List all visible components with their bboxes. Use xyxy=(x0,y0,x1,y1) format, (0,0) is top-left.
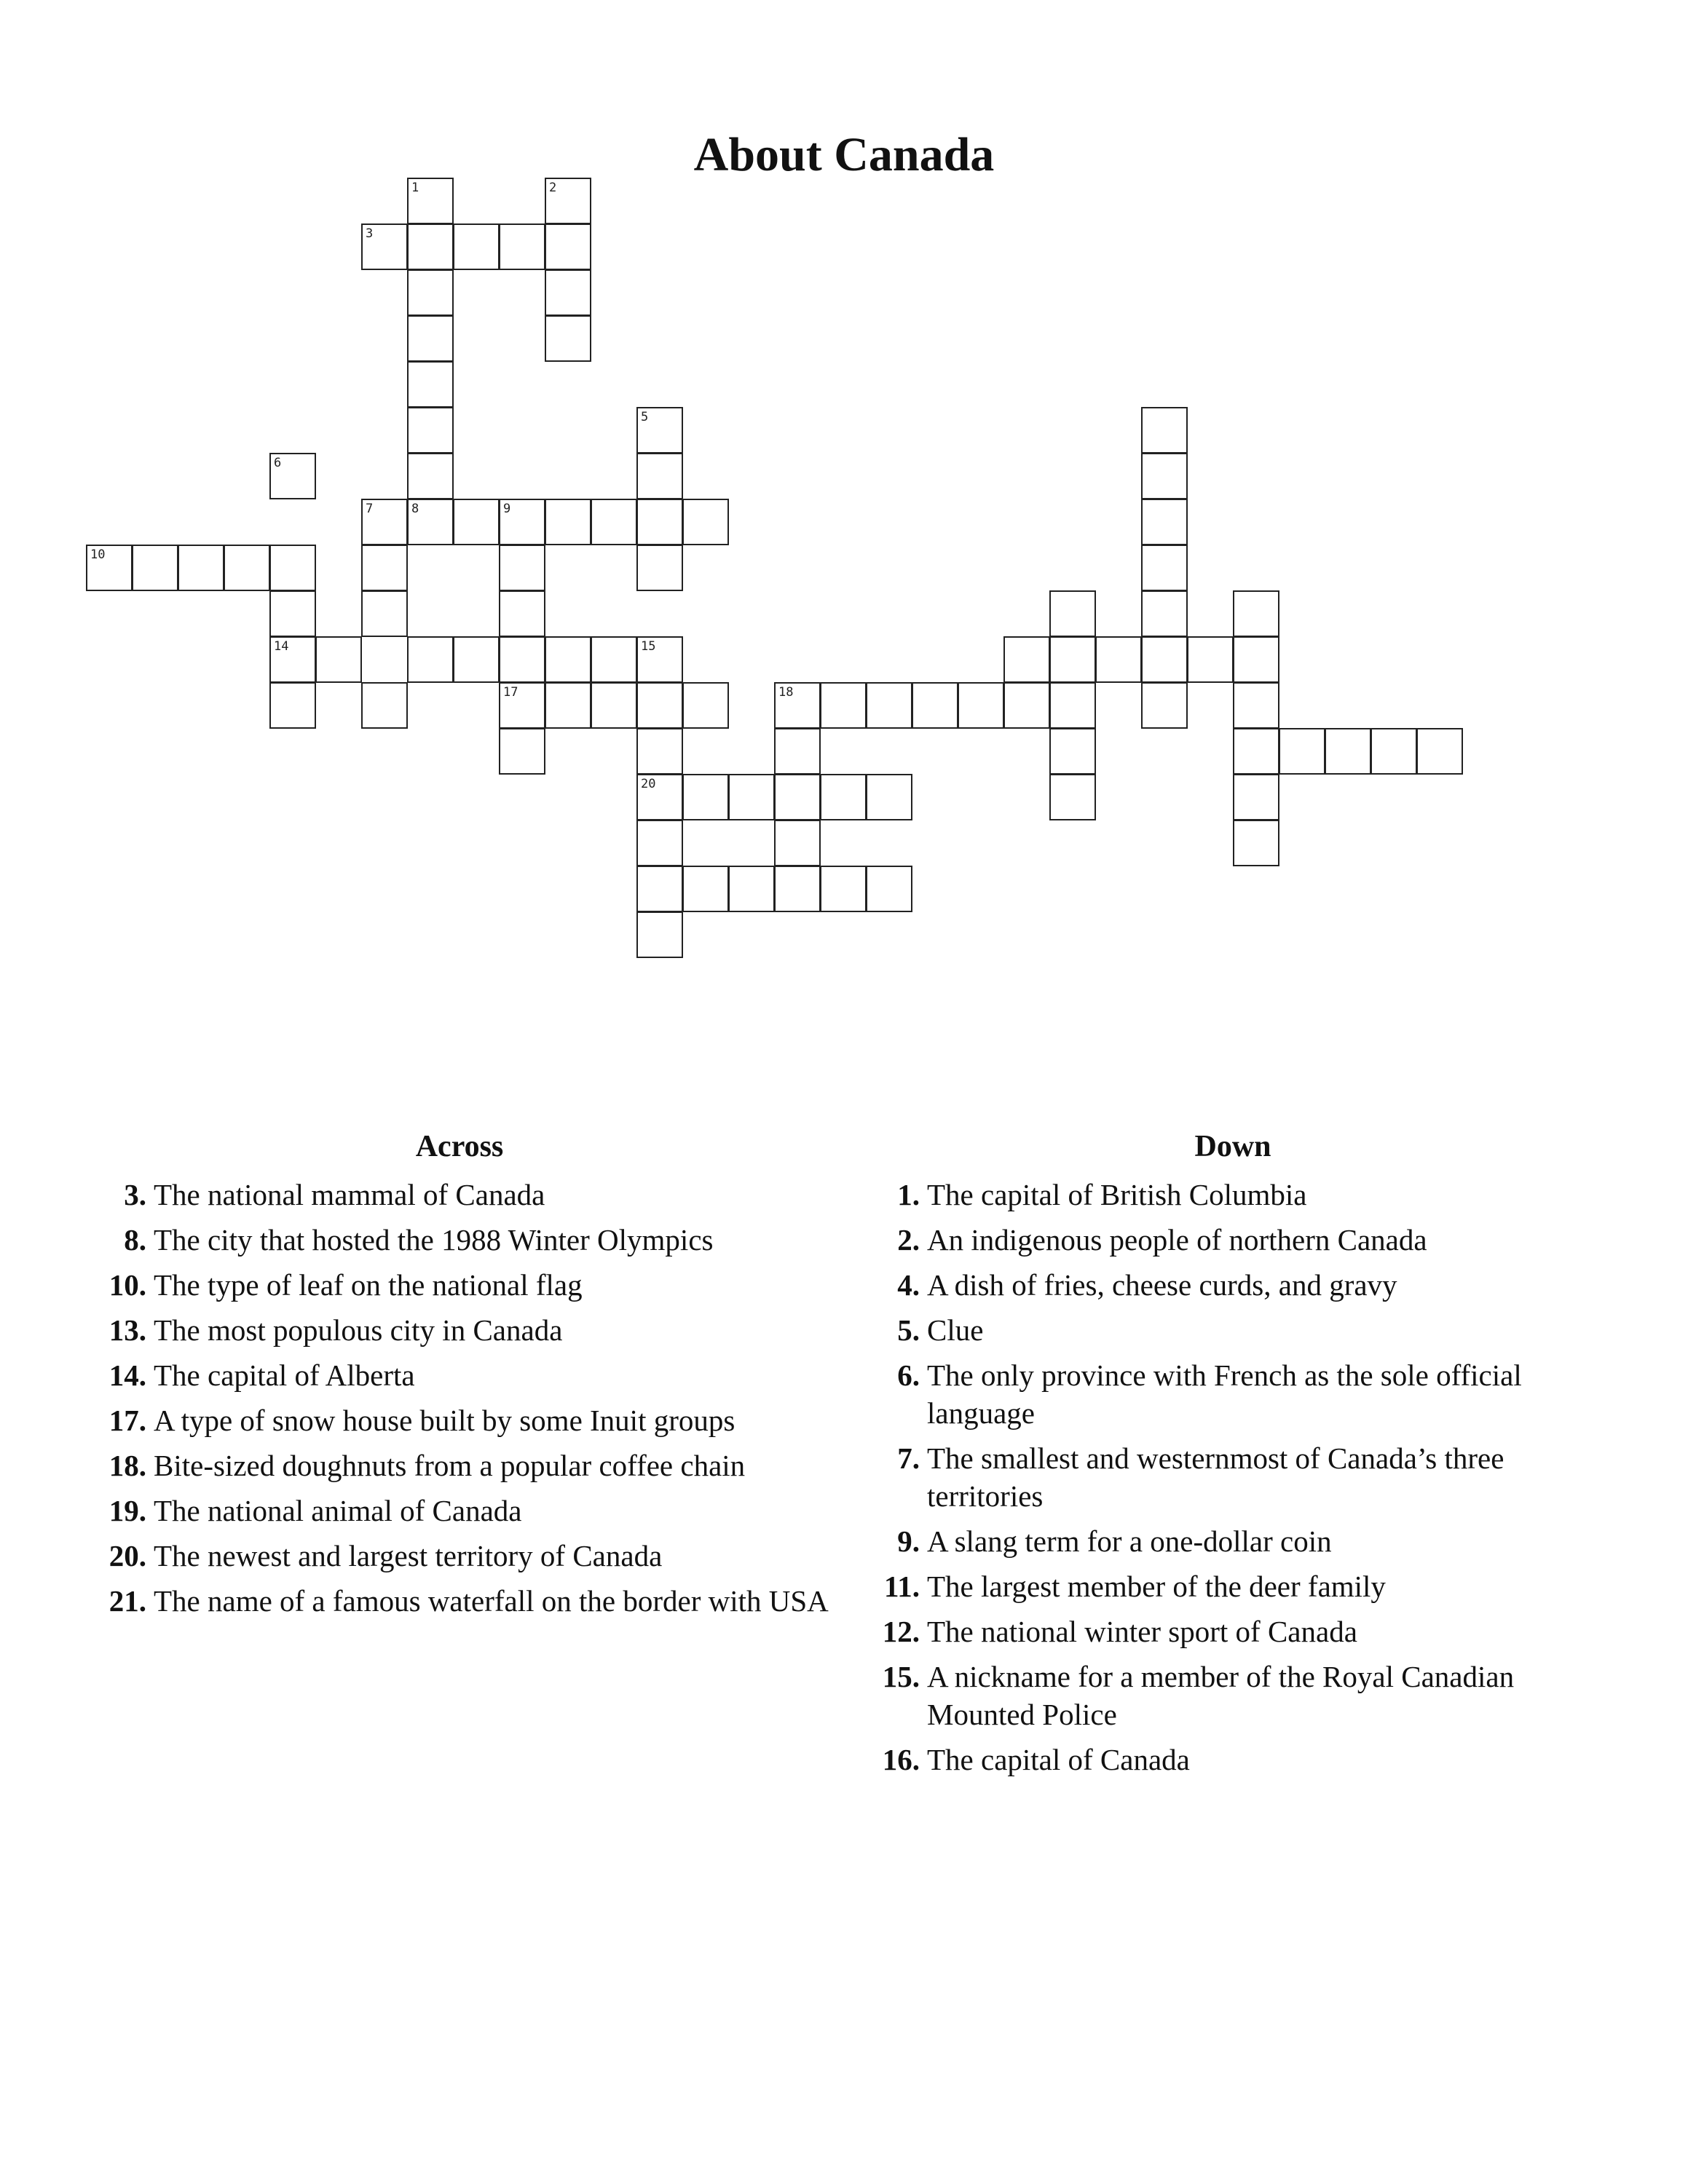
clue-text: The only province with French as the sole official language xyxy=(927,1358,1522,1430)
grid-cell[interactable] xyxy=(407,453,454,499)
grid-cell[interactable] xyxy=(407,407,454,454)
grid-cell[interactable] xyxy=(407,361,454,408)
clue-num: 18. xyxy=(109,1449,146,1482)
grid-cell[interactable] xyxy=(1370,728,1417,775)
grid-cell[interactable] xyxy=(1141,499,1188,545)
grid-cell[interactable] xyxy=(269,453,316,499)
clue-text: A dish of fries, cheese curds, and gravy xyxy=(927,1268,1397,1302)
grid-cell[interactable] xyxy=(591,636,637,683)
grid-cell[interactable] xyxy=(636,636,683,683)
clue-number: 14 xyxy=(274,639,289,654)
grid-cell[interactable] xyxy=(1095,636,1142,683)
grid-cell[interactable] xyxy=(132,545,178,591)
grid-cell[interactable] xyxy=(1049,590,1096,637)
clue-text: The name of a famous waterfall on the border with USA xyxy=(154,1584,829,1618)
clue-text: The national winter sport of Canada xyxy=(927,1615,1357,1648)
grid-cell[interactable] xyxy=(636,499,683,545)
grid-cell[interactable] xyxy=(545,682,591,729)
across-clue xyxy=(84,1401,835,1439)
down-clue xyxy=(858,1356,1608,1432)
clue-num: 12. xyxy=(882,1615,920,1648)
clue-number: 20 xyxy=(641,777,656,791)
grid-cell[interactable] xyxy=(453,636,500,683)
clue-num: 3. xyxy=(124,1178,146,1211)
grid-cell[interactable] xyxy=(820,682,867,729)
grid-cell[interactable] xyxy=(499,682,545,729)
grid-cell[interactable] xyxy=(407,178,454,224)
grid-cell[interactable] xyxy=(545,499,591,545)
grid-cell[interactable] xyxy=(866,682,912,729)
grid-cell[interactable] xyxy=(1141,407,1188,454)
clue-number: 8 xyxy=(411,502,419,516)
clue-num: 14. xyxy=(109,1358,146,1392)
clue-num: 9. xyxy=(897,1524,920,1558)
grid-cell[interactable] xyxy=(728,774,775,820)
grid-cell[interactable] xyxy=(361,223,408,270)
grid-cell[interactable] xyxy=(682,499,729,545)
across-clue xyxy=(84,1447,835,1484)
grid-cell[interactable] xyxy=(591,682,637,729)
grid-cell[interactable] xyxy=(1141,545,1188,591)
clue-number: 6 xyxy=(274,456,282,470)
down-clue xyxy=(858,1221,1608,1259)
grid-cell[interactable] xyxy=(774,820,821,866)
grid-cell[interactable] xyxy=(1049,682,1096,729)
grid-cell[interactable] xyxy=(1233,774,1279,820)
clue-text: The city that hosted the 1988 Winter Olympics xyxy=(154,1223,714,1257)
grid-cell[interactable] xyxy=(499,728,545,775)
clue-text: A type of snow house built by some Inuit groups xyxy=(154,1404,735,1437)
grid-cell[interactable] xyxy=(1049,774,1096,820)
grid-cell[interactable] xyxy=(866,774,912,820)
grid-cell[interactable] xyxy=(1279,728,1325,775)
grid-cell[interactable] xyxy=(636,774,683,820)
grid-cell[interactable] xyxy=(1049,728,1096,775)
clue-number: 5 xyxy=(641,410,649,424)
clue-num: 20. xyxy=(109,1539,146,1572)
grid-cell[interactable] xyxy=(636,911,683,958)
clue-text: The largest member of the deer family xyxy=(927,1570,1386,1603)
grid-cell[interactable] xyxy=(774,682,821,729)
down-clue xyxy=(858,1266,1608,1304)
grid-cell[interactable] xyxy=(1141,682,1188,729)
grid-cell[interactable] xyxy=(1003,636,1050,683)
clue-number: 15 xyxy=(641,639,656,654)
grid-cell[interactable] xyxy=(545,269,591,316)
clue-text: The newest and largest territory of Canada xyxy=(154,1539,663,1572)
grid-cell[interactable] xyxy=(269,682,316,729)
grid-cell[interactable] xyxy=(1187,636,1234,683)
clue-num: 11. xyxy=(884,1570,920,1603)
clue-num: 8. xyxy=(124,1223,146,1257)
grid-cell[interactable] xyxy=(1416,728,1463,775)
clue-number: 2 xyxy=(549,181,557,195)
grid-cell[interactable] xyxy=(1233,682,1279,729)
clue-text: Clue xyxy=(927,1313,984,1347)
grid-cell[interactable] xyxy=(269,590,316,637)
grid-cell[interactable] xyxy=(958,682,1004,729)
grid-cell[interactable] xyxy=(545,636,591,683)
grid-cell[interactable] xyxy=(545,223,591,270)
grid-cell[interactable] xyxy=(224,545,270,591)
grid-cell[interactable] xyxy=(636,545,683,591)
clue-text: A slang term for a one-dollar coin xyxy=(927,1524,1332,1558)
grid-cell[interactable] xyxy=(1049,636,1096,683)
clue-text: The national mammal of Canada xyxy=(154,1178,545,1211)
grid-cell[interactable] xyxy=(407,499,454,545)
grid-cell[interactable] xyxy=(682,866,729,912)
down-clue xyxy=(858,1567,1608,1605)
grid-cell[interactable] xyxy=(499,545,545,591)
grid-cell[interactable] xyxy=(591,499,637,545)
grid-cell[interactable] xyxy=(1141,453,1188,499)
grid-cell[interactable] xyxy=(86,545,133,591)
across-clue xyxy=(84,1311,835,1349)
grid-cell[interactable] xyxy=(545,315,591,362)
crossword-grid xyxy=(0,0,1688,1019)
clue-text: The most populous city in Canada xyxy=(154,1313,563,1347)
clue-num: 19. xyxy=(109,1494,146,1527)
grid-cell[interactable] xyxy=(361,590,408,637)
across-clue xyxy=(84,1492,835,1530)
grid-cell[interactable] xyxy=(1141,636,1188,683)
clue-number: 9 xyxy=(503,502,511,516)
grid-cell[interactable] xyxy=(774,866,821,912)
down-clue xyxy=(858,1176,1608,1214)
grid-cell[interactable] xyxy=(636,728,683,775)
clue-text: Bite-sized doughnuts from a popular coffee chain xyxy=(154,1449,746,1482)
grid-cell[interactable] xyxy=(269,636,316,683)
grid-cell[interactable] xyxy=(269,545,316,591)
page-title: About Canada xyxy=(693,128,995,181)
grid-cell[interactable] xyxy=(682,774,729,820)
grid-cell[interactable] xyxy=(178,545,224,591)
across-clue xyxy=(84,1266,835,1304)
clue-number: 17 xyxy=(503,685,518,700)
grid-cell[interactable] xyxy=(407,269,454,316)
grid-cell[interactable] xyxy=(1141,590,1188,637)
down-clues xyxy=(858,1125,1608,1779)
grid-cell[interactable] xyxy=(315,636,362,683)
clue-text: The type of leaf on the national flag xyxy=(154,1268,583,1302)
grid-cell[interactable] xyxy=(1325,728,1371,775)
grid-cell[interactable] xyxy=(1233,728,1279,775)
clue-num: 7. xyxy=(897,1441,920,1475)
down-clue xyxy=(858,1658,1608,1733)
across-clue xyxy=(84,1582,835,1620)
clue-number: 18 xyxy=(778,685,794,700)
clue-text: The national animal of Canada xyxy=(154,1494,522,1527)
clue-text: An indigenous people of northern Canada xyxy=(927,1223,1427,1257)
down-clue xyxy=(858,1613,1608,1650)
grid-cell[interactable] xyxy=(774,728,821,775)
clue-num: 15. xyxy=(882,1660,920,1693)
grid-cell[interactable] xyxy=(636,682,683,729)
grid-cell[interactable] xyxy=(774,774,821,820)
across-clues xyxy=(84,1125,835,1620)
clue-number: 10 xyxy=(90,547,106,562)
grid-cell[interactable] xyxy=(820,774,867,820)
grid-cell[interactable] xyxy=(1233,636,1279,683)
clue-num: 16. xyxy=(882,1743,920,1776)
clue-text: The smallest and westernmost of Canada’s three territories xyxy=(927,1441,1504,1513)
grid-cell[interactable] xyxy=(1233,820,1279,866)
clue-num: 10. xyxy=(109,1268,146,1302)
grid-cell[interactable] xyxy=(361,545,408,591)
clue-number: 3 xyxy=(366,226,374,241)
grid-cell[interactable] xyxy=(407,315,454,362)
grid-cell[interactable] xyxy=(499,223,545,270)
grid-cell[interactable] xyxy=(407,636,454,683)
grid-cell[interactable] xyxy=(912,682,958,729)
clue-text: A nickname for a member of the Royal Canadian Mounted Police xyxy=(927,1660,1515,1731)
clue-num: 2. xyxy=(897,1223,920,1257)
clue-text: The capital of British Columbia xyxy=(927,1178,1307,1211)
grid-cell[interactable] xyxy=(636,407,683,454)
grid-cell[interactable] xyxy=(499,590,545,637)
down-clue xyxy=(858,1311,1608,1349)
clue-number: 1 xyxy=(411,181,419,195)
grid-cell[interactable] xyxy=(453,223,500,270)
grid-cell[interactable] xyxy=(728,866,775,912)
across-heading: Across xyxy=(415,1130,504,1163)
down-clue xyxy=(858,1741,1608,1779)
clue-num: 1. xyxy=(897,1178,920,1211)
clue-num: 13. xyxy=(109,1313,146,1347)
grid-cell[interactable] xyxy=(820,866,867,912)
clue-num: 6. xyxy=(897,1358,920,1392)
clue-num: 4. xyxy=(897,1268,920,1302)
clue-num: 5. xyxy=(897,1313,920,1347)
grid-cell[interactable] xyxy=(361,499,408,545)
down-clue xyxy=(858,1439,1608,1515)
across-clue xyxy=(84,1176,835,1214)
clue-number: 7 xyxy=(366,502,374,516)
grid-cell[interactable] xyxy=(636,866,683,912)
clue-text: The capital of Alberta xyxy=(154,1358,415,1392)
grid-cell[interactable] xyxy=(499,499,545,545)
across-clue xyxy=(84,1356,835,1394)
grid-cell[interactable] xyxy=(636,820,683,866)
grid-cell[interactable] xyxy=(682,682,729,729)
grid-cell[interactable] xyxy=(1003,682,1050,729)
down-clue xyxy=(858,1522,1608,1560)
grid-cell[interactable] xyxy=(636,453,683,499)
grid-cell[interactable] xyxy=(407,223,454,270)
across-clue xyxy=(84,1221,835,1259)
grid-cell[interactable] xyxy=(866,866,912,912)
across-clue xyxy=(84,1537,835,1575)
clue-num: 21. xyxy=(109,1584,146,1618)
clue-num: 17. xyxy=(109,1404,146,1437)
grid-cell[interactable] xyxy=(361,682,408,729)
down-heading: Down xyxy=(1194,1130,1271,1163)
grid-cell[interactable] xyxy=(499,636,545,683)
grid-cell[interactable] xyxy=(545,178,591,224)
grid-cell[interactable] xyxy=(453,499,500,545)
grid-cell[interactable] xyxy=(1233,590,1279,637)
clue-text: The capital of Canada xyxy=(927,1743,1190,1776)
